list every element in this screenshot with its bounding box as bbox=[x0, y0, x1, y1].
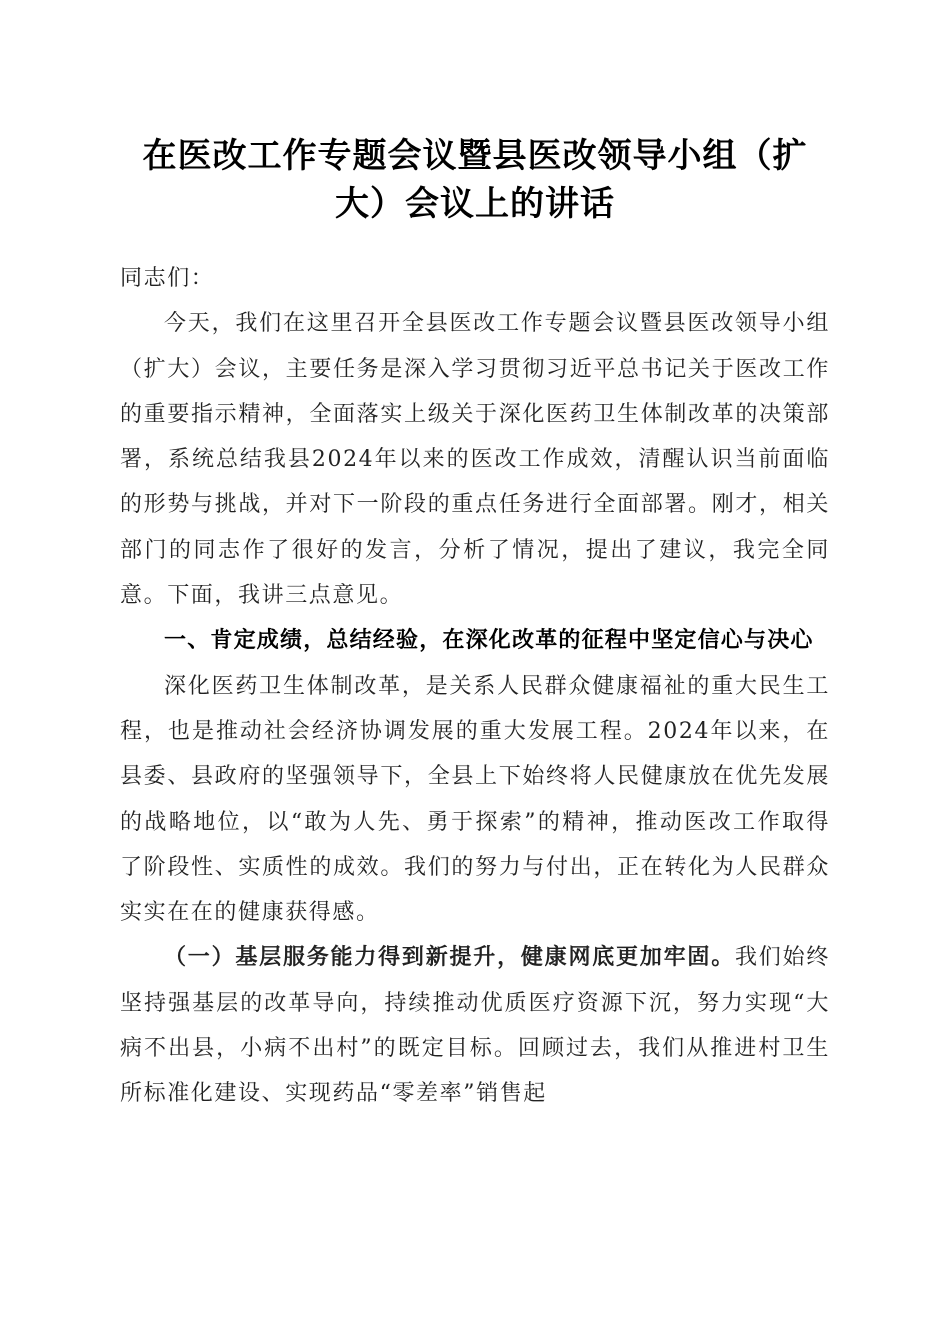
section-1-paragraph: 深化医药卫生体制改革，是关系人民群众健康福祉的重大民生工程，也是推动社会经济协调发展的重大发展工程。2024年以来，在县委、县政府的坚强领导下，全县上下始终将人民健康放在优先发展的战略地位，以“敢为人先、勇于探索”的精神，推动医改工作取得了阶段性、实质性的成效。我们的努力与付出，正在转化为人民群众实实在在的健康获得感。 bbox=[120, 673, 830, 926]
subsection-paragraph-1 bbox=[120, 935, 830, 1116]
document-title: 在医改工作专题会议暨县医改领导小组（扩大）会议上的讲话 bbox=[142, 136, 808, 224]
subsection-heading-1: （一）基层服务能力得到新提升，健康网底更加牢固。 bbox=[164, 944, 736, 971]
salutation: 同志们： bbox=[120, 266, 215, 291]
section-heading-1: 一、肯定成绩，总结经验，在深化改革的征程中坚定信心与决心 bbox=[164, 628, 814, 654]
document-body bbox=[120, 256, 830, 1117]
subsection-text-1: 我们始终坚持强基层的改革导向，持续推动优质医疗资源下沉，努力实现“大病不出县，小病不出村”的既定目标。回顾过去，我们从推进村卫生所标准化建设、实现药品“零差率”销售起 bbox=[120, 945, 830, 1107]
opening-paragraph: 今天，我们在这里召开全县医改工作专题会议暨县医改领导小组（扩大）会议，主要任务是深入学习贯彻习近平总书记关于医改工作的重要指示精神，全面落实上级关于深化医药卫生体制改革的决策部署，系统总结我县2024年以来的医改工作成效，清醒认识当前面临的形势与挑战，并对下一阶段的重点任务进行全面部署。刚才，相关部门的同志作了很好的发言，分析了情况，提出了建议，我完全同意。下面，我讲三点意见。 bbox=[120, 311, 830, 609]
